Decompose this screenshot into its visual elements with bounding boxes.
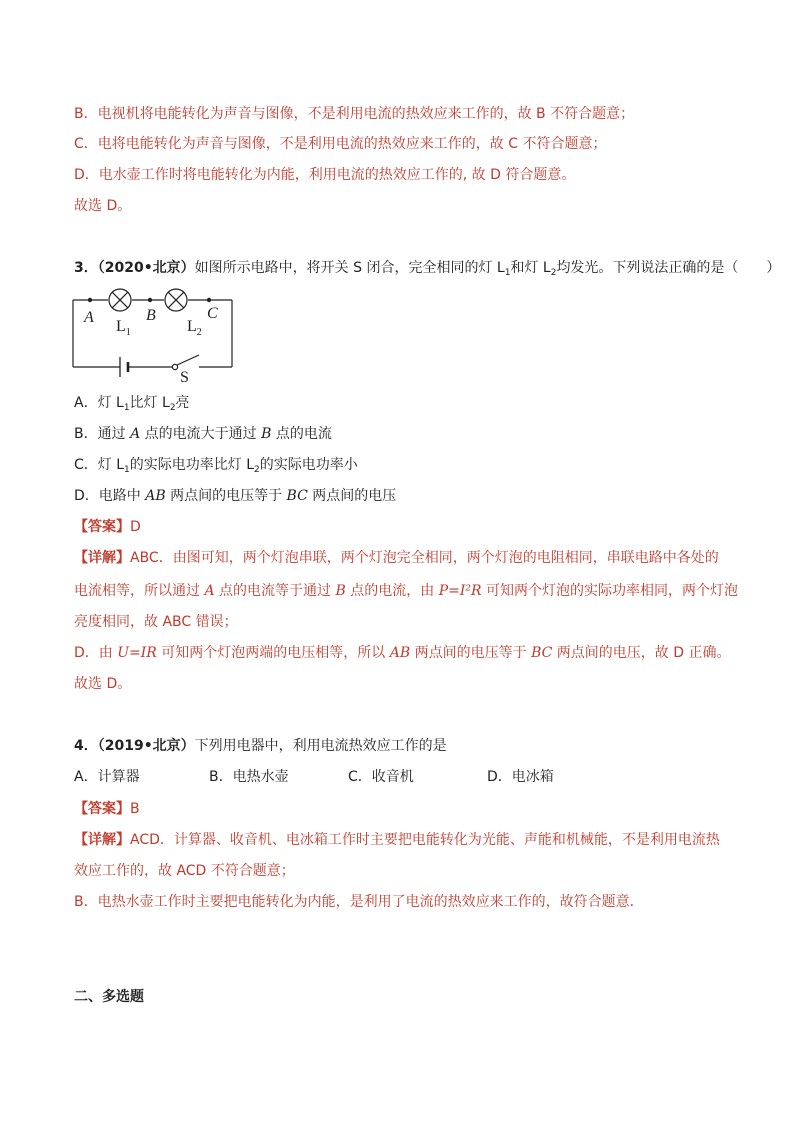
section-title: 二、多选题: [74, 989, 144, 1005]
label-point-a: A: [84, 309, 94, 326]
lamp-l1-icon: [109, 289, 131, 311]
q2-explain-c: C．电将电能转化为声音与图像，不是利用电流的热效应来工作的，故 C 不符合题意；: [74, 136, 607, 152]
q4-detail-3: B．电热水壶工作时主要把电能转化为内能，是利用了电流的热效应来工作的，故符合题意．: [74, 894, 644, 910]
q3-detail-2: 电流相等，所以通过 A 点的电流等于通过 B 点的电流，由 P=I²R 可知两个灯泡的实际功率相同，两个灯泡: [74, 583, 738, 599]
detail-tag: 【详解】: [74, 550, 130, 566]
q3-detail-1: 【详解】ABC．由图可知，两个灯泡串联，两个灯泡完全相同，两个灯泡的电阻相同，串联电路中各处的: [74, 550, 719, 566]
q3-source: （2020•北京）: [97, 260, 195, 276]
q2-conclusion: 故选 D。: [74, 198, 132, 214]
label-point-c: C: [207, 305, 218, 322]
q3-conclusion: 故选 D。: [74, 676, 132, 692]
q3-option-a: A．灯 $L_1$比灯 $L_2$亮: [74, 395, 190, 413]
q2-explain-b: B．电视机将电能转化为声音与图像，不是利用电流的热效应来工作的，故 B 不符合题意；: [74, 106, 635, 122]
q3-option-c: C．灯 $L_1$的实际电功率比灯 $L_2$的实际电功率小: [74, 457, 358, 475]
q4-answer: 【答案】B: [74, 801, 140, 817]
q3-detail-4: D．由 U=IR 可知两个灯泡两端的电压相等，所以 AB 两点间的电压等于 BC 两点间的电压，故 D 正确。: [74, 645, 731, 661]
node-b: [148, 298, 152, 302]
q4-detail-1: 【详解】ACD．计算器、收音机、电冰箱工作时主要把电能转化为光能、声能和机械能，不是利用电流热: [74, 832, 720, 848]
label-point-b: B: [146, 307, 156, 324]
q4-option-d: D．电冰箱: [487, 769, 554, 785]
node-c: [207, 298, 211, 302]
battery-icon: [120, 357, 128, 377]
q4-option-b: B．电热水壶: [209, 769, 289, 785]
detail-tag: 【详解】: [74, 832, 130, 848]
switch-icon: [172, 355, 199, 370]
lamp-l2-icon: [165, 289, 187, 311]
q3-stem: 3．（2020•北京）如图所示电路中，将开关 S 闭合，完全相同的灯 $L_1$和灯 $L_2$均发光。下列说法正确的是（ ）: [74, 260, 781, 278]
label-lamp-l1: $L_1$: [116, 318, 131, 338]
q3-detail-3: 亮度相同，故 ABC 错误；: [74, 614, 238, 630]
q3-option-d: D．电路中 AB 两点间的电压等于 BC 两点间的电压: [74, 488, 397, 504]
q4-source: （2019•北京）: [97, 738, 195, 754]
q3-option-b: B．通过 A 点的电流大于通过 B 点的电流: [74, 426, 332, 442]
q4-option-a: A．计算器: [74, 769, 140, 785]
answer-tag: 【答案】: [74, 801, 130, 817]
node-a: [88, 298, 92, 302]
circuit-diagram: [66, 283, 246, 383]
q2-explain-d: D．电水壶工作时将电能转化为内能，利用电流的热效应工作的, 故 D 符合题意。: [74, 167, 576, 183]
q3-number: 3．: [74, 260, 98, 276]
q4-option-c: C．收音机: [348, 769, 414, 785]
label-lamp-l2: $L_2$: [187, 318, 202, 338]
q4-stem: 4．（2019•北京）下列用电器中，利用电流热效应工作的是: [74, 738, 447, 754]
answer-tag: 【答案】: [74, 519, 130, 535]
q3-answer: 【答案】D: [74, 519, 141, 535]
q4-detail-2: 效应工作的，故 ACD 不符合题意；: [74, 863, 295, 879]
q4-number: 4．: [74, 738, 98, 754]
label-switch: S: [180, 369, 189, 383]
